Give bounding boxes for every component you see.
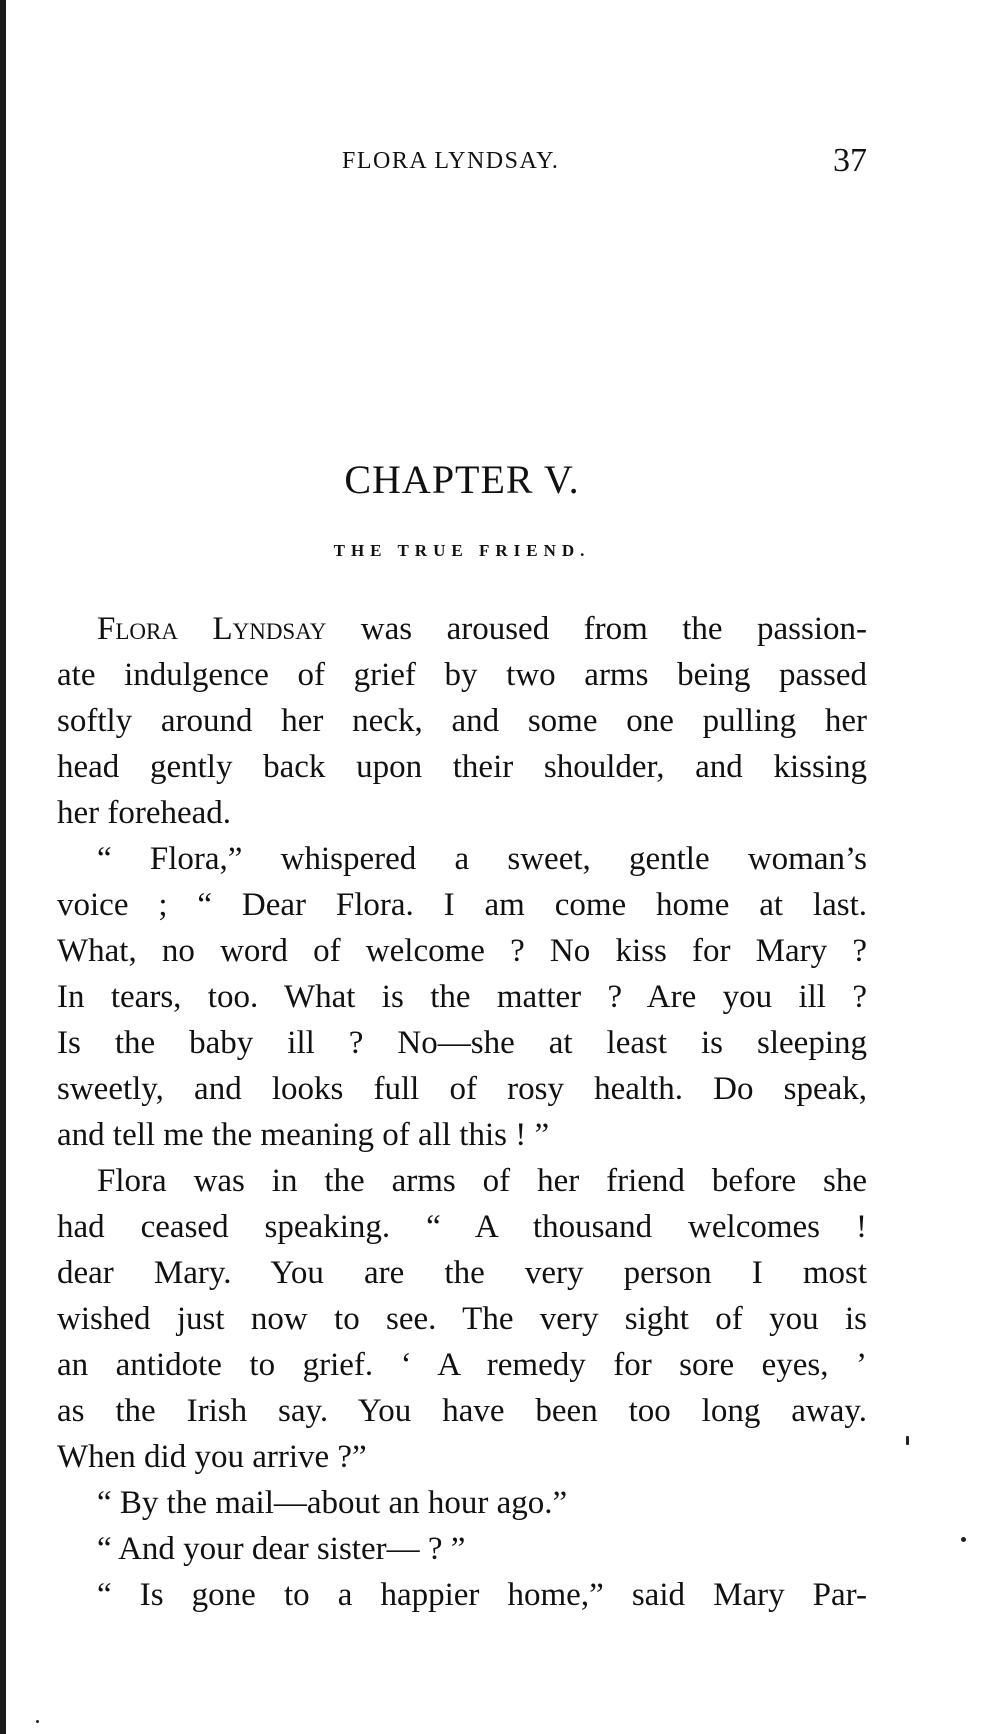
text-line: Is the baby ill ? No—she at least is sleeping bbox=[57, 1025, 867, 1061]
paragraph-opening-line bbox=[57, 606, 867, 652]
text-line: What, no word of welcome ? No kiss for Mary ? bbox=[57, 933, 867, 969]
opening-line-rest: was aroused from the passion- bbox=[360, 611, 868, 647]
print-speck bbox=[906, 1436, 909, 1445]
text-line: head gently back upon their shoulder, and kissing bbox=[57, 749, 867, 785]
text-line: wished just now to see. The very sight of you is bbox=[57, 1301, 867, 1337]
text-line: voice ; “ Dear Flora. I am come home at last. bbox=[57, 887, 867, 923]
running-head bbox=[57, 142, 867, 182]
text-line: “ And your dear sister— ? ” bbox=[97, 1531, 466, 1567]
text-line: “ By the mail—about an hour ago.” bbox=[97, 1485, 568, 1521]
text-line: an antidote to grief. ‘ A remedy for sore eyes, ’ bbox=[57, 1347, 867, 1383]
text-line: and tell me the meaning of all this ! ” bbox=[57, 1117, 550, 1153]
text-line: her forehead. bbox=[57, 795, 232, 831]
body-text bbox=[57, 606, 867, 1618]
print-speck bbox=[36, 1720, 39, 1723]
text-line: “ Flora,” whispered a sweet, gentle woman’s bbox=[97, 841, 867, 877]
text-line: “ Is gone to a happier home,” said Mary Par- bbox=[97, 1577, 867, 1613]
chapter-title: CHAPTER V. bbox=[344, 457, 580, 502]
page-number: 37 bbox=[833, 142, 867, 179]
chapter-subtitle: THE TRUE FRIEND. bbox=[333, 541, 591, 560]
text-line: In tears, too. What is the matter ? Are you ill ? bbox=[57, 979, 867, 1015]
text-line: Flora was in the arms of her friend before she bbox=[97, 1163, 867, 1199]
text-line: as the Irish say. You have been too long away. bbox=[57, 1393, 867, 1429]
running-title: FLORA LYNDSAY. bbox=[342, 148, 560, 174]
page-left-edge-shadow bbox=[0, 0, 6, 1734]
text-line: softly around her neck, and some one pulling her bbox=[57, 703, 867, 739]
print-speck bbox=[961, 1537, 966, 1542]
text-line: When did you arrive ?” bbox=[57, 1439, 367, 1475]
text-line: ate indulgence of grief by two arms being passed bbox=[57, 657, 867, 693]
text-line: dear Mary. You are the very person I most bbox=[57, 1255, 867, 1291]
text-line: had ceased speaking. “ A thousand welcomes ! bbox=[57, 1209, 867, 1245]
text-line: sweetly, and looks full of rosy health. Do speak, bbox=[57, 1071, 867, 1107]
opening-name-first: Flora bbox=[97, 611, 178, 647]
opening-name-last: Lyndsay bbox=[212, 611, 327, 647]
